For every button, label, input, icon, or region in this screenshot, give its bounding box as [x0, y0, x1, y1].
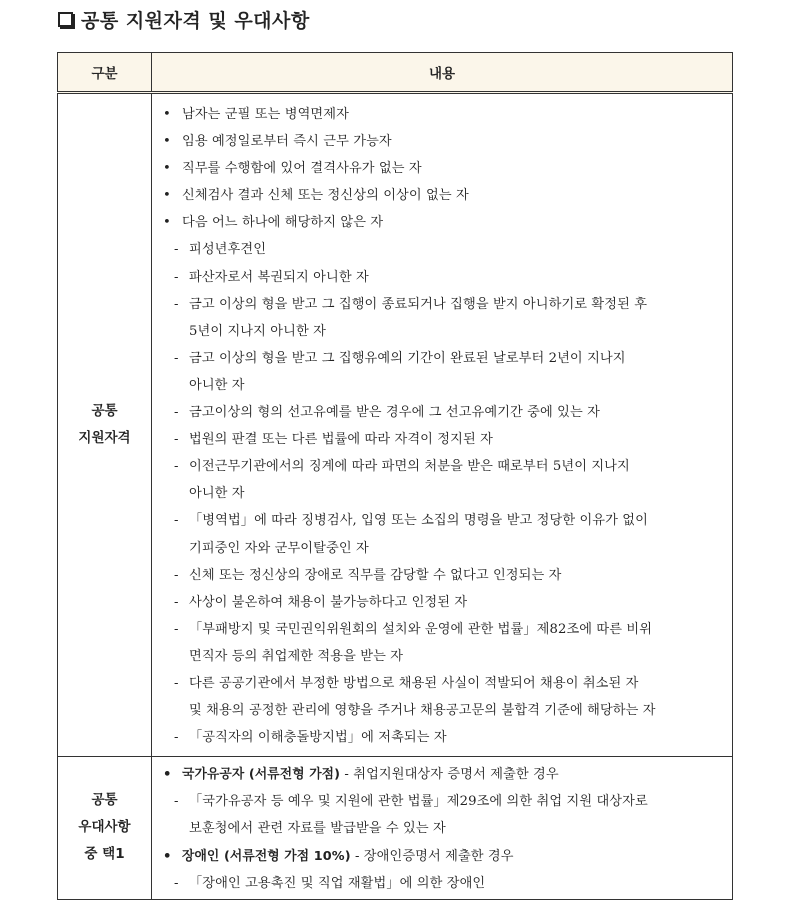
- dash-item: [152, 724, 732, 751]
- category-line: 우대사항: [78, 819, 131, 836]
- continuation-line: [152, 372, 732, 399]
- item-text: 다른 공공기관에서 부정한 방법으로 채용된 사실이 적발되어 채용이 취소된 자: [189, 675, 639, 691]
- item-text: 금고 이상의 형을 받고 그 집행이 종료되거나 집행을 받지 아니하기로 확정된 후: [189, 296, 648, 312]
- dash-item: [152, 788, 732, 815]
- bullet-icon: •: [163, 215, 171, 231]
- bullet-item: [152, 155, 732, 182]
- dash-item: [152, 236, 732, 263]
- bullet-icon: •: [163, 134, 171, 150]
- dash-icon: -: [174, 567, 179, 583]
- dash-item: [152, 507, 732, 534]
- item-text: 아니한 자: [189, 377, 245, 393]
- item-text: 보훈청에서 관련 자료를 발급받을 수 있는 자: [189, 821, 446, 837]
- dash-item: [152, 264, 732, 291]
- continuation-line: [152, 815, 732, 842]
- dash-item: [152, 670, 732, 697]
- dash-icon: -: [174, 432, 179, 448]
- bullet-icon: •: [163, 848, 172, 864]
- header-content: 내용: [152, 53, 733, 93]
- dash-icon: -: [174, 794, 179, 810]
- item-text: 법원의 판결 또는 다른 법률에 따라 자격이 정지된 자: [189, 432, 493, 448]
- checkbox-square-icon: [58, 12, 73, 27]
- item-text: 피성년후견인: [189, 242, 267, 258]
- qualification-table: [57, 52, 733, 900]
- dash-item: [152, 453, 732, 480]
- table-row: [58, 757, 733, 899]
- item-text: 「부패방지 및 국민권익위원회의 설치와 운영에 관한 법률」제82조에 따른 비위: [189, 621, 653, 637]
- continuation-line: [152, 480, 732, 507]
- item-text: 및 채용의 공정한 관리에 영향을 주거나 채용공고문의 불합격 기준에 해당하는 자: [189, 703, 656, 719]
- dash-item: [152, 870, 732, 897]
- dash-icon: -: [174, 459, 179, 475]
- item-text: 「공직자의 이해충돌방지법」에 저촉되는 자: [189, 730, 447, 746]
- dash-item: [152, 589, 732, 616]
- dash-icon: -: [174, 675, 179, 691]
- dash-item: [152, 399, 732, 426]
- category-line: 지원자격: [78, 430, 131, 447]
- table-header-row: [58, 53, 733, 93]
- category-general-qualification: [58, 93, 152, 757]
- dash-icon: -: [174, 296, 179, 312]
- category-line: 공통: [91, 403, 118, 420]
- item-text: 다음 어느 하나에 해당하지 않은 자: [182, 215, 384, 231]
- item-text: 금고 이상의 형을 받고 그 집행유예의 기간이 완료된 날로부터 2년이 지나지: [189, 350, 626, 366]
- item-text: 파산자로서 복권되지 아니한 자: [189, 269, 369, 285]
- dash-item: [152, 426, 732, 453]
- item-text: 이전근무기관에서의 징계에 따라 파면의 처분을 받은 때로부터 5년이 지나지: [189, 459, 630, 475]
- bullet-item: [152, 843, 732, 870]
- item-text: 면직자 등의 취업제한 적용을 받는 자: [189, 648, 404, 664]
- dash-item: [152, 291, 732, 318]
- dash-icon: -: [174, 730, 179, 746]
- section-title: [58, 2, 310, 36]
- item-text: 직무를 수행함에 있어 결격사유가 없는 자: [182, 161, 422, 177]
- bullet-icon: •: [163, 188, 171, 204]
- item-text: 아니한 자: [189, 486, 245, 502]
- item-text: 기피중인 자와 군무이탈중인 자: [189, 540, 369, 556]
- bullet-icon: •: [163, 161, 171, 177]
- continuation-line: [152, 643, 732, 670]
- item-text: 금고이상의 형의 선고유예를 받은 경우에 그 선고유예기간 중에 있는 자: [189, 405, 600, 421]
- section-title-text: 공통 지원자격 및 우대사항: [81, 9, 310, 32]
- category-line: 공통: [91, 792, 118, 809]
- dash-item: [152, 345, 732, 372]
- bullet-icon: •: [163, 767, 172, 783]
- dash-icon: -: [174, 513, 179, 529]
- dash-icon: -: [174, 594, 179, 610]
- bullet-item: [152, 128, 732, 155]
- bullet-item: [152, 761, 732, 788]
- dash-icon: -: [174, 405, 179, 421]
- continuation-line: [152, 535, 732, 562]
- item-text: 남자는 군필 또는 병역면제자: [182, 107, 349, 122]
- qualification-list: [152, 93, 733, 757]
- dash-icon: -: [174, 269, 179, 285]
- item-text: 「국가유공자 등 예우 및 지원에 관한 법률」제29조에 의한 취업 지원 대상자로: [189, 794, 648, 810]
- header-category: 구분: [58, 53, 152, 93]
- dash-icon: -: [174, 875, 179, 891]
- bullet-item: [152, 182, 732, 209]
- category-preferences: [58, 757, 152, 899]
- item-text: 신체검사 결과 신체 또는 정신상의 이상이 없는 자: [182, 188, 469, 204]
- item-heading: 국가유공자 (서류전형 가점): [182, 767, 341, 783]
- bullet-item: [152, 209, 732, 236]
- item-text: - 장애인증명서 제출한 경우: [350, 848, 514, 864]
- item-text: 「장애인 고용촉진 및 직업 재활법」에 의한 장애인: [189, 875, 486, 891]
- continuation-line: [152, 318, 732, 345]
- preference-list: [152, 757, 733, 899]
- item-text: 신체 또는 정신상의 장애로 직무를 감당할 수 없다고 인정되는 자: [189, 567, 562, 583]
- item-heading: 장애인 (서류전형 가점 10%): [182, 848, 351, 864]
- dash-icon: -: [174, 350, 179, 366]
- dash-icon: -: [174, 242, 179, 258]
- dash-icon: -: [174, 621, 179, 637]
- item-text: 임용 예정일로부터 즉시 근무 가능자: [182, 134, 392, 150]
- item-text: - 취업지원대상자 증명서 제출한 경우: [340, 767, 559, 783]
- dash-item: [152, 616, 732, 643]
- continuation-line: [152, 697, 732, 724]
- table-row: [58, 93, 733, 757]
- item-text: 사상이 불온하여 채용이 불가능하다고 인정된 자: [189, 594, 468, 610]
- item-text: 「병역법」에 따라 징병검사, 입영 또는 소집의 명령을 받고 정당한 이유가 없이: [189, 513, 648, 529]
- dash-item: [152, 562, 732, 589]
- bullet-icon: •: [163, 107, 171, 122]
- item-text: 5년이 지나지 아니한 자: [189, 323, 326, 339]
- bullet-item: [152, 101, 732, 128]
- category-line: 중 택1: [84, 846, 125, 863]
